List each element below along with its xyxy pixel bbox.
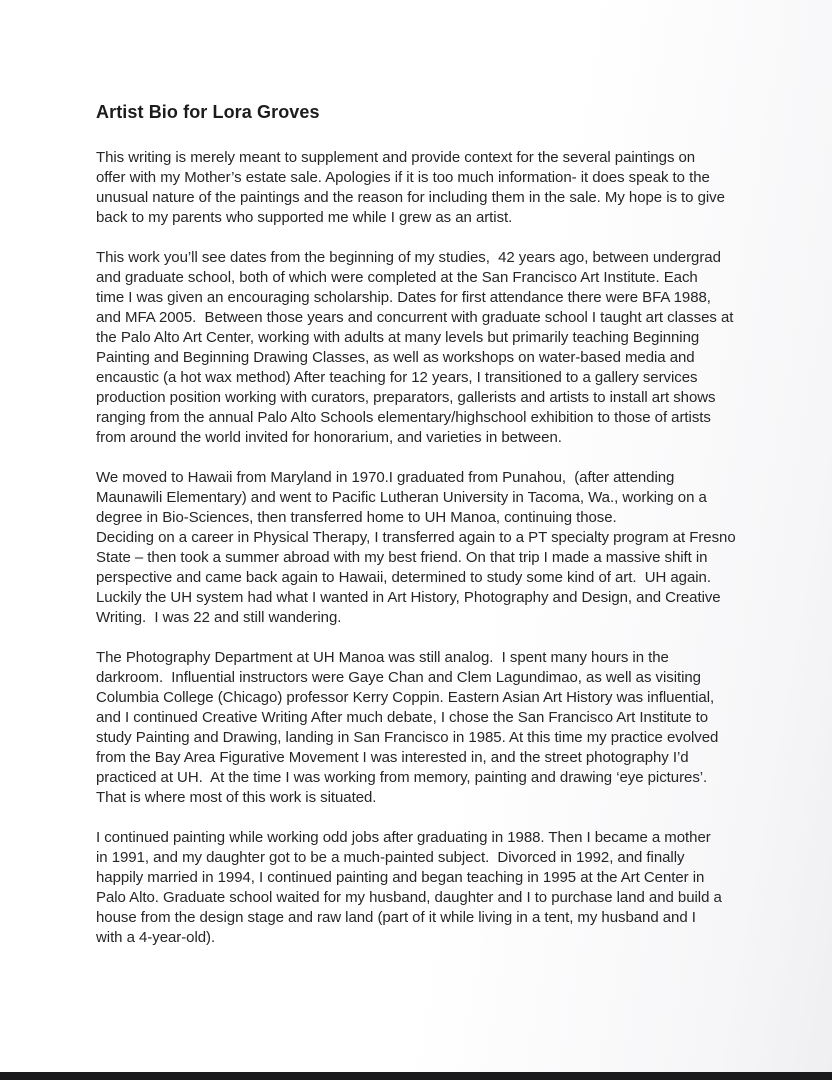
text-line: house from the design stage and raw land (part of it while living in a tent, my husband and I (96, 909, 696, 926)
text-line: This writing is merely meant to supplement and provide context for the several paintings on (96, 149, 696, 166)
text-line: Columbia College (Chicago) professor Kerry Coppin. Eastern Asian Art History was influential, (96, 689, 715, 706)
text-line: the Palo Alto Art Center, working with adults at many levels but primarily teaching Beginning (96, 329, 700, 346)
bio-paragraphs (96, 148, 756, 948)
text-line: encaustic (a hot wax method) After teaching for 12 years, I transitioned to a gallery services (96, 369, 698, 386)
text-line: in 1991, and my daughter got to be a much-painted subject. Divorced in 1992, and finally (96, 849, 685, 866)
text-line: study Painting and Drawing, landing in San Francisco in 1985. At this time my practice evolved (96, 729, 719, 746)
text-line: practiced at UH. At the time I was working from memory, painting and drawing ‘eye pictures’. (96, 769, 708, 786)
bio-paragraph (96, 648, 756, 808)
text-line: with a 4-year-old). (96, 929, 216, 946)
bottom-edge-bar (0, 1072, 832, 1080)
document-title: Artist Bio for Lora Groves (96, 102, 320, 122)
text-line: This work you’ll see dates from the beginning of my studies, 42 years ago, between undergrad (96, 249, 721, 266)
text-line: back to my parents who supported me while I grew as an artist. (96, 209, 513, 226)
text-line: offer with my Mother’s estate sale. Apologies if it is too much information- it does speak to the (96, 169, 710, 186)
text-line: ranging from the annual Palo Alto Schools elementary/highschool exhibition to those of artists (96, 409, 711, 426)
text-line: and graduate school, both of which were completed at the San Francisco Art Institute. Each (96, 269, 698, 286)
bio-paragraph (96, 248, 756, 448)
text-line: Deciding on a career in Physical Therapy, I transferred again to a PT specialty program at Fresno (96, 529, 736, 546)
text-line: perspective and came back again to Hawaii, determined to study some kind of art. UH again. (96, 569, 711, 586)
text-line: I continued painting while working odd jobs after graduating in 1988. Then I became a mother (96, 829, 711, 846)
text-line: Palo Alto. Graduate school waited for my husband, daughter and I to purchase land and build a (96, 889, 722, 906)
text-line: unusual nature of the paintings and the reason for including them in the sale. My hope is to give (96, 189, 725, 206)
text-line: from the Bay Area Figurative Movement I was interested in, and the street photography I’d (96, 749, 689, 766)
text-line: We moved to Hawaii from Maryland in 1970.I graduated from Punahou, (after attending (96, 469, 675, 486)
text-line: darkroom. Influential instructors were Gaye Chan and Clem Lagundimao, as well as visiting (96, 669, 701, 686)
text-line: Maunawili Elementary) and went to Pacific Lutheran University in Tacoma, Wa., working on a (96, 489, 707, 506)
text-line: That is where most of this work is situated. (96, 789, 377, 806)
text-line: happily married in 1994, I continued painting and began teaching in 1995 at the Art Center in (96, 869, 705, 886)
text-line: Luckily the UH system had what I wanted in Art History, Photography and Design, and Creative (96, 589, 721, 606)
text-line: time I was given an encouraging scholarship. Dates for first attendance there were BFA 1988, (96, 289, 711, 306)
text-line: Writing. I was 22 and still wandering. (96, 609, 342, 626)
text-line: from around the world invited for honorarium, and varieties in between. (96, 429, 562, 446)
bio-paragraph (96, 828, 756, 948)
text-line: degree in Bio-Sciences, then transferred home to UH Manoa, continuing those. (96, 509, 617, 526)
text-line: production position working with curators, preparators, gallerists and artists to install art shows (96, 389, 716, 406)
text-line: Painting and Beginning Drawing Classes, as well as workshops on water-based media and (96, 349, 695, 366)
text-line: and MFA 2005. Between those years and concurrent with graduate school I taught art classes at (96, 309, 734, 326)
bio-paragraph (96, 468, 756, 628)
bio-paragraph (96, 148, 756, 228)
text-line: State – then took a summer abroad with my best friend. On that trip I made a massive shift in (96, 549, 708, 566)
document-content (96, 102, 756, 968)
text-line: The Photography Department at UH Manoa was still analog. I spent many hours in the (96, 649, 669, 666)
text-line: and I continued Creative Writing After much debate, I chose the San Francisco Art Institute to (96, 709, 709, 726)
